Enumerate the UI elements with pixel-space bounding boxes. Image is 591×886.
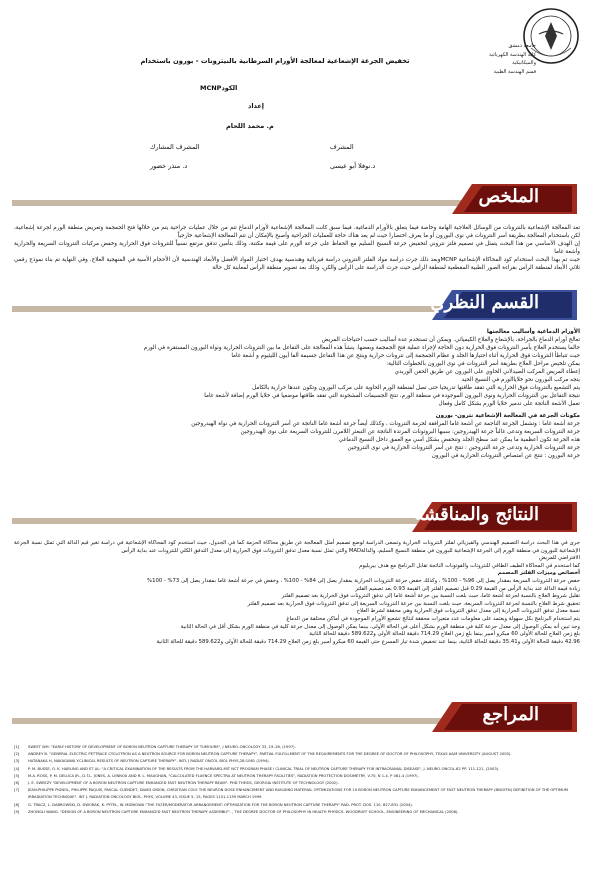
university-header bbox=[468, 42, 536, 76]
theory-line: يتجه مركب البورون نحو خلاياالورم في النسيج الحيد bbox=[461, 377, 580, 383]
co-supervisor-name: د. منذر خضور bbox=[150, 162, 188, 170]
summary-paragraph: تعد المعالجة الإشعاعية بالنترونات من الوسائل العلاجية الهامة وخاصة فيما يتعلق بالأورام الدماغية. فيما سبق كانت المعالجة الإشعاعية لأورام الدماغ تتم من خلال عمليات جراحية يتم من خلالها فتح الجمجمة وتعريض منطقة الورم لجرعة إشعاعية، لكن باستخدام المعالجة بطريقة أسر النترونات في نوى البورون أو ما يعرف اختصارا حيث لم يعد هناك حاجة للعمليات الجراحية وأصبح بالإمكان أن تتم المعالجة الإشعاعية خارجياً bbox=[14, 225, 580, 239]
theory-title: القسم النظري bbox=[430, 292, 539, 313]
reference-item: [6] J. E. SWEEZY "DEVELOPMENT OF A BORON NEUTRON CAPTURE ENHANCED FAST NEUTRON THERAPY BEAM". PHD THESIS, GEORGIA INSTITUTE OF TECHNOLOGY (2002). bbox=[14, 781, 339, 786]
theory-line: تعالج أورام الدماغ بالجراحة، بالإشعاع والعلاج الكيميائي. ويمكن أن تستخدم عدة أساليب حسب احتياجات المريض bbox=[321, 337, 580, 343]
summary-paragraph: إن الهدف الأساسي من هذا البحث يتمثل في تصميم فلتر نتروني لتخفيض جرعة النسيج السليم مع الحفاظ على جرعة الورم على قيمة مكتنة، وذلك بتأمين تدفق مرتفع نسبياً للنترونات فوق الحرارية وخفض مركبات النترونات السريعة والحرارية وأشعة غاما bbox=[14, 241, 580, 255]
results-line: تحقيق شرط العلاج بالنسبة لجرعة النترونات السريعة، حيث بلغت النسبة بين جرعة النترونات السريعة إلى تدفق النترونات فوق الحرارية بعد تصميم الفلتر bbox=[247, 600, 580, 607]
results-line: وجد تبين أنه يمكن الوصول إلى معدل جرعة كلية في منطقة الورم بشكل أعلى في الحالة الأولى، بينما يمكن الوصول إلى معدل جرعة كلية في منطقة الورم بشكل أقل في الحالة الثانية bbox=[180, 623, 580, 630]
theory-line: نتيجة التفاعل بين النترونات الحرارية ونوى البورون الموجودة في منطقة الورم، تنتج الجسيمات المشحونة التي تفقد طاقتها موضعيا في خلايا الورم إضافة لأشعة غاما bbox=[204, 393, 580, 399]
results-line: خفض جرعة النترونات السريعة بمقدار يصل إلى 96% - 100% ، وكذلك خفض جرعة النترونات الحرارية بمقدار يصل إلى 84% - 100% ، وخفض في جرعة أشعة غاما بمقدار يصل إلى 73% - 100% bbox=[147, 577, 580, 584]
theory-line: يتم التشعيع بالنترونات فوق الحرارية التي تفقد طاقتها تدريجيا حتى تصل لمنطقة الورم الحاوية على مركب البورون وتكون عندها حرارية بالكامل bbox=[252, 385, 580, 391]
theory-line: هذه الجرعة تكون أعظمية ما يمكن عند سطح الجلد وتنخفض بشكل أسي مع العمق داخل النسيج الدماغي bbox=[338, 437, 580, 443]
results-line: 42.96 دقيقة للحالة الأولى و35.41 دقيقة للحالة الثانية، بينما عند تخفيض شدة تيار المسرع حتى القيمة 60 ميكرو أمبير بلغ زمن العلاج 714.29 دقيقة للحالة الأولى و589.622 دقيقة للحالة الثانية bbox=[156, 638, 580, 645]
results-heading: أخصائص وميزات الفلتر المصمم bbox=[497, 570, 580, 577]
results-paragraph: جرى في هذا البحث دراسة التصميم الهندسي والفيزيائي لفلتر النترونات الحرارية وتسعى الدراسة لوضع تصميم أمثل المعالجة عن طريق محاكاة الحزمة كما في الجدول، حيث استخدم كود المحاكاة الإشعاعية في دراسة تغير قيم الدالة التي تمثل نسبة الجرعة الإشعاعية للبورون في منطقة الورم إلى الجرعة الإشعاعية للبورون في منطقة النسيج السليم، والدالةMAD والتي تمثل نسبة معدل تدفق النترونات فوق الحرارية إلى معدل التدفق الكلي للنترونات عند بداية الرأس bbox=[14, 540, 580, 554]
results-title: النتائج والمناقشة bbox=[414, 504, 539, 525]
theory-line: حالما يستخدم العلاج بأسر النترونات فوق الحرارية دون الحاجة لإجراء عملية فتح الجمجمة وبعضها. ينشأ هذه المعالجة على التفاعل ما بين النترونات الحرارية ونواة البورون المستقرة في الورم bbox=[143, 345, 580, 351]
references-title: المراجع bbox=[482, 704, 539, 725]
results-line: الافتراضي للمريض bbox=[539, 555, 580, 562]
supervisor-label: المشرف bbox=[330, 143, 354, 151]
results-banner bbox=[12, 498, 577, 538]
prepared-by-label: إعداد bbox=[248, 102, 264, 110]
results-line: يتم استخدام البرنامج بكل سهولة ويعتمد على معلومات عدد متغيرات محققة لنتائج تشعيع الأورام الموجودة في أماكن مختلفة من الدماغ bbox=[286, 615, 580, 622]
theory-line: جرعة النترونات الحرارية وتدعى جرعة النتروجين : تنتج عن أسر النترونات الحرارية في نوى النتروجين bbox=[347, 445, 580, 451]
results-line: نسبة معدل تدفق النترونات الحرارية إلى معدل تدفق النترونات فوق الحرارية وهي محققة لشرط العلاج bbox=[356, 608, 580, 615]
university-line: كلية الهندسة الكهربائية bbox=[489, 51, 536, 58]
university-line: جامعة دمشق bbox=[508, 43, 536, 49]
reference-item: [8] G. TRACZ, L. DABROWSKI, D. DWORAK, K. PYTEL, W. MIZIKOWA "THE FILTER/MODERATOR ARRANGEMENT: OPTIMIZATION FOR THE BORON NEUTRON CAPTURE THERAPY" RAD. PROT. DOS. 110, 827-831 (2004). bbox=[14, 802, 413, 807]
theory-line: إعطاء المريض المركب الصيدلاني الحاوي على البورون عن طريق الحقن الوريدي bbox=[394, 369, 580, 375]
reference-item: [2] ANDREY B. "GENERAL ELECTRIC PETTRACE CYCLOTRON AS A NEUTRON SOURCE FOR BORON NEUTRON CAPTURE THERAPY", PARTIAL FULFILLMENT OF THE REQUIREMENTS FOR THE DEGREE OF DOCTOR OF PHILOSOPHY, TEXAS A&M UNIVERSITY (AUGUST 2003). bbox=[14, 752, 512, 757]
theory-line: جرعة النترونات السريعة وتدعى غالباً جرعة الهيدروجين: سببها البروتونات المرتدة الناتجة عن التبعثر اللامرن للنترونات السريعة على نوى الهيدروجين bbox=[240, 429, 580, 435]
references-banner bbox=[12, 698, 577, 738]
summary-banner bbox=[12, 180, 577, 220]
theory-banner bbox=[12, 286, 577, 326]
poster-title: تخفيض الجرعة الإشعاعية لمعالجة الأورام السرطانية بالنيترونات - بورون باستخدام bbox=[140, 57, 410, 65]
reference-item: [4] P. M. BUSSE, O. K. HARLING AND ET AL: "A CRITICAL EXAMINATION OF THE RESULTS FROM THE HARVARD-MIT NCT PROGRAM PHASE I CLINICAL TRIAL OF NEUTRON CAPTURE THERAPY FOR INTRACRANIAL DISEASE", J. NEURO-ONCOL.62 PP. 111-121, (2003). bbox=[14, 766, 500, 771]
summary-title: الملخص bbox=[478, 186, 539, 207]
theory-line: حيث تتباطأ النترونات فوق الحرارية أثناء اجتيازها الجلد و عظام الجمجمة إلى نترونات حرارية وينتج عن هذا التفاعل جسيمة ألفا أيون الليثيوم و أشعة غاما bbox=[231, 353, 580, 359]
poster-title-block bbox=[110, 55, 440, 67]
results-line: بلغ زمن العلاج للحالة الأولى 60 ميكرو أمبير بينما بلغ زمن العلاج 714.29 دقيقة للحالة الأولى و589.622 دقيقة للحالة الثانية bbox=[309, 631, 580, 638]
author-name: م. محمد اللحام bbox=[226, 122, 274, 130]
reference-item: [9] ZHONGLI WANG. "DESIGN OF A BORON NEUTRON CAPTURE ENHANCED FAST NEUTRON THERAPY ASSEMBLY". , THE DEGREE DOCTOR OF PHILOSOPHY IN HEALTH PHYSICS. WOODRUFF SCHOOL, ENGINEERING OF MECHANICAL (2006). bbox=[14, 809, 459, 814]
results-line: زيادة قيمة الدالة عند بداية الرأس من القيمة 0.29 قبل تصميم الفلتر إلى القيمة 0.93 بعد تصميم الفلتر bbox=[355, 585, 580, 592]
references-list bbox=[14, 744, 580, 816]
reference-item: [7] JEAN-PHILIPPE PIGNOL, PHILIPPE PAQUIS, PASCAL CUENDET, DAVID GIBON, CHRISTIAN COLY. THE NEURON DOSE ENHANCEMENT AND BUILDING MATERIAL OPTIMIZATIONS FOR 10 BORON NEUTRON CAPTURE ENHANCEMENT OF FAST NEUTRON THERAPY (BNCEFN) DEFINITION OF THE OPTIMUM IRRADIATION TECHNIQUE". INT J. RADIATION ONCOLOGY BIOL. PHYS, VOLUME 43, ISSUE 5, 15, PAGES 1151-1159 MARCH 1999. bbox=[14, 788, 568, 800]
results-line: كما استخدم في المحاكاة الطيف الطاقي للنترونات والفوتونات الناتجة تقابل البرنامج مع هدف بيريليوم bbox=[359, 562, 580, 569]
university-line: قسم الهندسة الطبية bbox=[493, 68, 536, 75]
summary-paragraph: حيث تم بهذا البحث استخدام كود المحاكاة الإشعاعية MCNPوبعد ذلك جرت دراسة مواد الفلتر النتروني دراسة فيزيائية وهندسية بهدف اختيار المواد الأفضل والأبعاد الهندسية لأن الأحجام الأسية في المنهجية العلاج. وفي النهاية تم بناء نموذج رقمي ثلاثي الأبعاد لمنطقة الرأس بقراءة الصور الطبية المقطعية لمنطقة الرأس حيث جرت الدراسة على الرأس والكن، وذلك بعد تصوير منطقة الرأس لمعاينة كل حالة bbox=[14, 257, 580, 271]
theory-heading: الأورام الدماغية وأساليب معالجتها bbox=[486, 329, 580, 335]
theory-line: جرعة البورون : تنتج عن امتصاص النترونات الحرارية في البورون bbox=[431, 453, 580, 459]
summary-text bbox=[14, 224, 580, 272]
co-supervisor-label: المشرف المشارك bbox=[150, 143, 200, 151]
theory-line: تعمل الأشعة الناتجة على تدمير خلايا الورم بشكل كامل وفعال bbox=[438, 401, 580, 407]
theory-line: جرعة أشعة غاما : وتشمل الجرعة الناجمة عن أشعة غاما المرافقة لحزمة النترونات ، وكذلك أيضاً جرعة أشعة غاما الناتجة عن أسر النترونات الحرارية في نواة الهيدروجين bbox=[191, 421, 580, 427]
supervisor-name: د.نوفلا أبو عيسى bbox=[330, 162, 376, 170]
theory-heading: مكونات الجرعة في المعالجة الإشعاعية نترون- بورون bbox=[435, 413, 580, 419]
results-line: تقليل شروط العلاج بالنسبة لجرعة أشعة غاما، حيث بلغت النسبة بين جرعة أشعة غاما إلى تدفق النترونات فوق الحرارية بعد تصميم الفلتر bbox=[281, 593, 580, 600]
results-text bbox=[14, 540, 580, 646]
theory-text bbox=[14, 328, 580, 460]
theory-line: يمكن تلخيص مراحل العلاج بطريقة أسر النترونات في نوى البورون بالخطوات التالية: bbox=[386, 361, 580, 367]
reference-item: [1] SWEET WH: "EARLY HISTORY OF DEVELOPMENT OF BORON NEUTRON CAPTURE THERAPY OF TUMOURS", J NEURO-ONCOLOGY 33, 19–26, (1997). bbox=[14, 745, 296, 749]
reference-item: [3] HATANAKA H, NAKAGAWA Y.CLINICAL RESULTS OF NEUTRON CAPTURE THERAPY". INTL J RADIAT ONCOL BIOL PHYS,28:1061 (1994). bbox=[14, 759, 270, 764]
code-line: الكودMCNP bbox=[200, 84, 238, 92]
university-line: والميكانيكية bbox=[512, 60, 536, 67]
reference-item: [5] M.A. ROSS, P. M. DELUCA JR., D.T.L. JONES, A. LENNOX AND R. L. MAUGHAN, "CALCULATED FLUENCE SPECTRA AT NEUTRON THERAPY FACILITIES", RADIATION PROTECTION DOSIMETRY, V.70, N 1-4, P 461-4 (1997). bbox=[14, 773, 419, 778]
